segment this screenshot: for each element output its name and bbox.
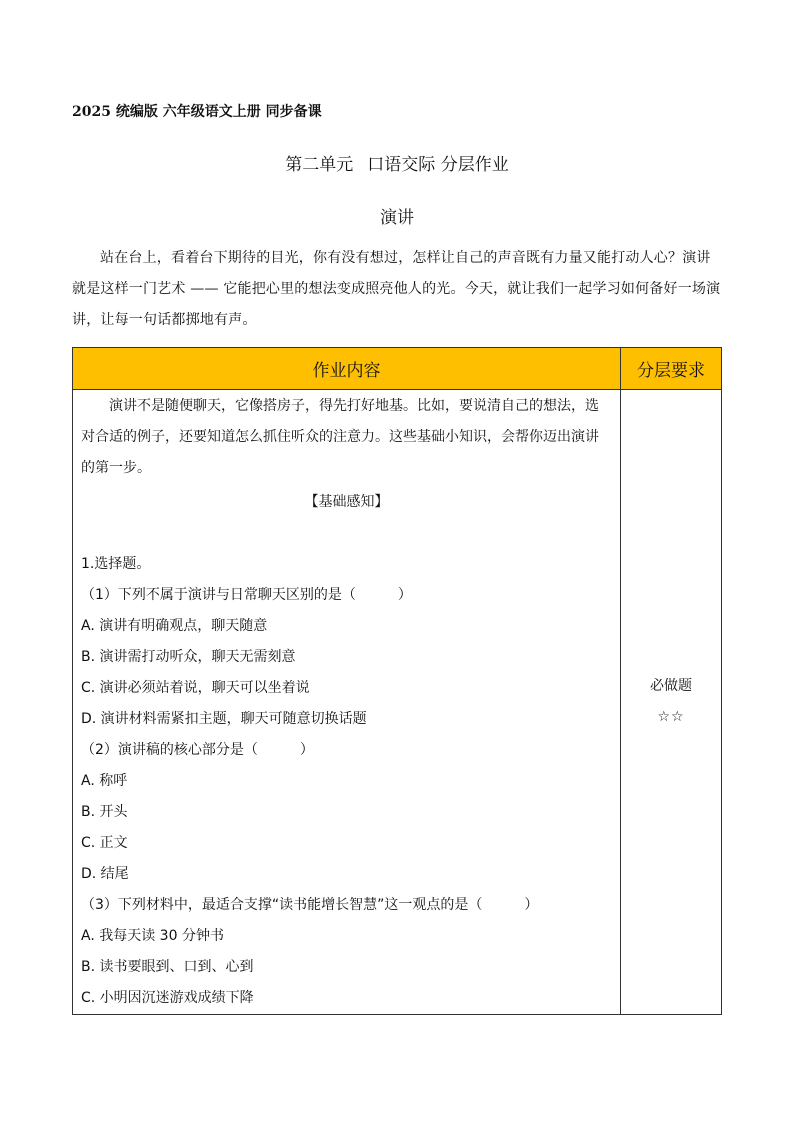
content-cell	[73, 390, 621, 1015]
question-line: A. 我每天读 30 分钟书	[81, 928, 224, 944]
question-line: D. 结尾	[81, 866, 129, 882]
content-intro: 演讲不是随便聊天，它像搭房子，得先打好地基。比如，要说清自己的想法，选对合适的例子，还要知道怎么抓住听众的注意力。这些基础小知识，会帮你迈出演讲的第一步。	[81, 398, 599, 476]
spacer	[81, 518, 612, 549]
question-line: D. 演讲材料需紧扣主题，聊天可随意切换话题	[81, 711, 367, 727]
question-line: （3）下列材料中，最适合支撑“读书能增长智慧”这一观点的是（ ）	[81, 897, 539, 913]
column-header-level: 分层要求	[621, 348, 722, 390]
page-subtitle: 演讲	[380, 208, 414, 228]
homework-table	[72, 347, 722, 1015]
page-title	[0, 150, 794, 175]
topic-label: 口语交际 分层作业	[367, 155, 509, 175]
question-line: C. 演讲必须站着说，聊天可以坐着说	[81, 680, 310, 696]
question-line: （2）演讲稿的核心部分是（ ）	[81, 742, 314, 758]
column-header-content: 作业内容	[73, 348, 621, 390]
intro-paragraph: 站在台上，看着台下期待的目光，你有没有想过，怎样让自己的声音既有力量又能打动人心？演讲就是这样一门艺术 —— 它能把心里的想法变成照亮他人的光。今天，就让我们一起学习如何备好一场演讲，让每一句话都掷地有声。	[72, 250, 721, 328]
question-line: B. 开头	[81, 804, 128, 820]
table-header-row	[73, 348, 722, 390]
unit-label: 第二单元	[285, 155, 354, 175]
level-label: 必做题	[650, 678, 692, 694]
section-heading: 【基础感知】	[304, 494, 389, 510]
question-line: B. 读书要眼到、口到、心到	[81, 959, 254, 975]
question-line: 1.选择题。	[81, 556, 151, 572]
level-cell	[621, 390, 722, 1015]
question-line: C. 正文	[81, 835, 128, 851]
question-line: B. 演讲需打动听众，聊天无需刻意	[81, 649, 296, 665]
level-stars: ☆☆	[657, 709, 685, 725]
question-line: A. 演讲有明确观点，聊天随意	[81, 618, 268, 634]
question-line: C. 小明因沉迷游戏成绩下降	[81, 990, 254, 1006]
document-header: 2025 统编版 六年级语文上册 同步备课	[72, 104, 322, 120]
question-line: （1）下列不属于演讲与日常聊天区别的是（ ）	[81, 587, 412, 603]
question-line: A. 称呼	[81, 773, 128, 789]
question-list	[81, 549, 612, 1014]
table-row	[73, 390, 722, 1015]
